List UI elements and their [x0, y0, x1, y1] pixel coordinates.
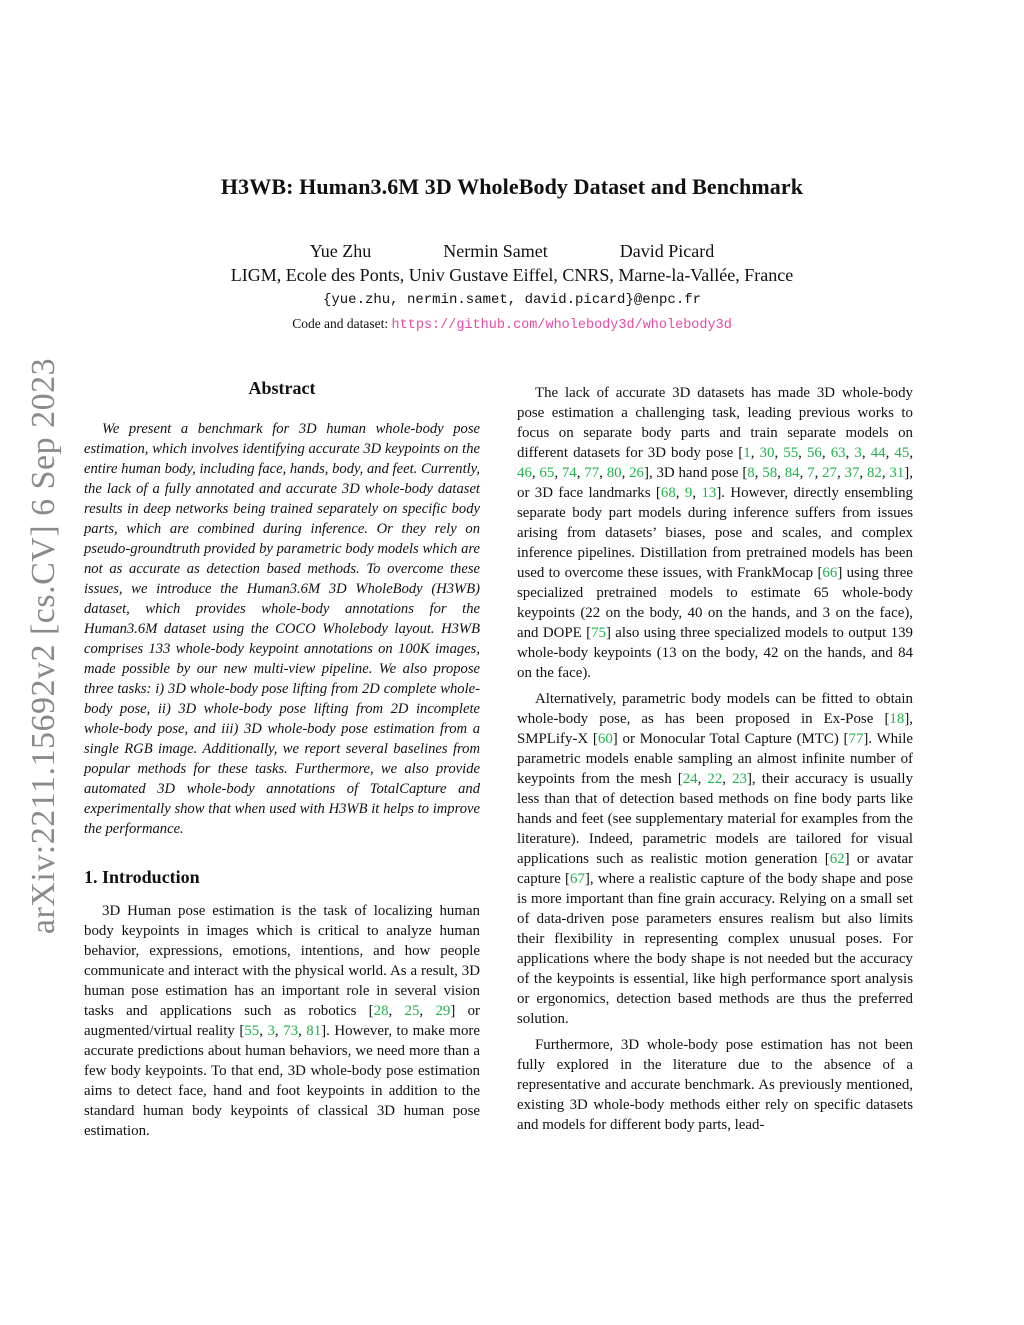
left-body	[84, 901, 480, 1141]
citation-link[interactable]: 7	[807, 465, 815, 481]
citation-link[interactable]: 22	[707, 771, 723, 787]
author-list	[0, 241, 1024, 262]
abstract-heading: Abstract	[248, 378, 316, 398]
citation-link[interactable]: 56	[806, 445, 822, 461]
introduction-heading: 1. Introduction	[84, 867, 200, 887]
citation-link[interactable]: 55	[783, 445, 799, 461]
citation-link[interactable]: 44	[870, 445, 886, 461]
citation-link[interactable]: 55	[244, 1023, 260, 1039]
citation-link[interactable]: 58	[762, 465, 778, 481]
citation-link[interactable]: 29	[435, 1003, 451, 1019]
citation-link[interactable]: 67	[570, 871, 585, 887]
citation-link[interactable]: 9	[684, 485, 693, 501]
citation-link[interactable]: 28	[373, 1003, 389, 1019]
citation-link[interactable]: 77	[584, 465, 600, 481]
citation-link[interactable]: 60	[597, 731, 613, 747]
citation-link[interactable]: 25	[404, 1003, 420, 1019]
citation-link[interactable]: 3	[854, 445, 862, 461]
citation-link[interactable]: 23	[732, 771, 747, 787]
citation-link[interactable]: 84	[784, 465, 800, 481]
author-name: David Picard	[619, 241, 715, 261]
citation-link[interactable]: 65	[539, 465, 555, 481]
body-paragraph: 3D Human pose estimation is the task of localizing human body keypoints in images which is critical to analyze human behavior, expressions, emotions, intentions, and how people communicate and interact with the physical world. As a result, 3D human pose estimation has an important role in several vision tasks and applications such as robotics [28, 25, 29] or augmented/virtual reality [55, 3, 73, 81]. However, to make more accurate predictions about human behaviors, we need more than a few body keypoints. To that end, 3D whole-body pose estimation aims to detect face, hand and foot keypoints in addition to the standard human body keypoints of classical 3D human pose estimation.	[84, 903, 480, 1139]
citation-link[interactable]: 31	[889, 465, 905, 481]
right-column	[517, 383, 913, 1135]
author-name: Yue Zhu	[309, 241, 372, 261]
citation-link[interactable]: 81	[306, 1023, 322, 1039]
citation-link[interactable]: 1	[743, 445, 751, 461]
left-column	[84, 378, 480, 1141]
body-paragraph: Alternatively, parametric body models can be fitted to obtain whole-body pose, as has been proposed in Ex-Pose [18], SMPLify-X [60] or Monocular Total Capture (MTC) [77]. While parametric models enable sampling an almost infinite number of keypoints from the mesh [24, 22, 23], their accuracy is usually less than that of detection based methods on fine body parts like hands and feet (see supplementary material for examples from the literature). Indeed, parametric models are tailored for visual applications such as realistic motion generation [62] or avatar capture [67], where a realistic capture of the body shape and pose is more important than fine grain accuracy. Relying on a small set of data-driven pose parameters ensures realism but also limits their flexibility in representing complex unusual poses. For applications where the body shape is not needed but the accuracy of the keypoints is essential, like high performance sport analysis or ergonomics, detection based methods are thus the preferred solution.	[517, 691, 914, 1027]
citation-link[interactable]: 24	[682, 771, 698, 787]
citation-link[interactable]: 77	[848, 731, 864, 747]
citation-link[interactable]: 62	[829, 851, 845, 867]
citation-link[interactable]: 82	[866, 465, 882, 481]
citation-link[interactable]: 45	[894, 445, 910, 461]
citation-link[interactable]: 37	[844, 465, 860, 481]
citation-link[interactable]: 3	[267, 1023, 275, 1039]
citation-link[interactable]: 68	[660, 485, 676, 501]
citation-link[interactable]: 27	[822, 465, 837, 481]
abstract-text: We present a benchmark for 3D human whole-body pose estimation, which involves identifying accurate 3D keypoints on the entire human body, including face, hands, body, and feet. Currently, the lack of a fully annotated and accurate 3D whole-body dataset results in deep networks being trained separately on specific body parts, which are combined during inference. Or they rely on pseudo-groundtruth provided by parametric body models which are not as accurate as detection based methods. To overcome these issues, we introduce the Human3.6M 3D WholeBody (H3WB) dataset, which provides whole-body annotations for the Human3.6M dataset using the COCO Wholebody layout. H3WB comprises 133 whole-body keypoint annotations on 100K images, made possible by our new multi-view pipeline. We also propose three tasks: i) 3D whole-body pose lifting from 2D complete whole-body pose, ii) 3D whole-body pose lifting from 2D incomplete whole-body pose, and iii) 3D whole-body pose estimation from a single RGB image. Additionally, we report several baselines from popular methods for these tasks. Furthermore, we also provide automated 3D whole-body annotations of TotalCapture and experimentally show that when used with H3WB it helps to improve the performance.	[84, 421, 480, 837]
citation-link[interactable]: 13	[701, 485, 717, 501]
citation-link[interactable]: 75	[591, 625, 606, 641]
citation-link[interactable]: 30	[759, 445, 775, 461]
affiliation: LIGM, Ecole des Ponts, Univ Gustave Eiffel, CNRS, Marne-la-Vallée, France	[230, 265, 794, 285]
author-emails: {yue.zhu, nermin.samet, david.picard}@enpc.fr	[322, 292, 702, 308]
citation-link[interactable]: 66	[822, 565, 838, 581]
citation-link[interactable]: 46	[517, 465, 532, 481]
citation-link[interactable]: 73	[283, 1023, 299, 1039]
citation-link[interactable]: 80	[606, 465, 622, 481]
author-name: Nermin Samet	[443, 241, 548, 261]
citation-link[interactable]: 8	[747, 465, 755, 481]
code-url-link[interactable]: https://github.com/wholebody3d/wholebody3d	[391, 318, 732, 333]
arxiv-identifier: arXiv:2211.15692v2 [cs.CV] 6 Sep 2023	[25, 357, 62, 935]
code-label: Code and dataset:	[292, 316, 392, 331]
citation-link[interactable]: 63	[830, 445, 846, 461]
citation-link[interactable]: 26	[629, 465, 644, 481]
code-link-line	[0, 316, 1024, 333]
citation-link[interactable]: 74	[561, 465, 577, 481]
body-paragraph: Furthermore, 3D whole-body pose estimation has not been fully explored in the literature due to the absence of a representative and accurate benchmark. As previously mentioned, existing 3D whole-body methods either rely on specific datasets and models for different body parts, lead-	[517, 1037, 913, 1133]
right-body	[517, 383, 913, 1135]
body-paragraph: The lack of accurate 3D datasets has made 3D whole-body pose estimation a challenging task, leading previous works to focus on separate body parts and train separate models on different datasets for 3D body pose [1, 30, 55, 56, 63, 3, 44, 45, 46, 65, 74, 77, 80, 26], 3D hand pose [8, 58, 84, 7, 27, 37, 82, 31], or 3D face landmarks [68, 9, 13]. However, directly ensembling separate body part models during inference suffers from issues arising from datasets’ biases, pose and scales, and complex inference pipelines. Distillation from pretrained models has been used to overcome these issues, with FrankMocap [66] using three specialized pretrained models to estimate 65 whole-body keypoints (22 on the body, 40 on the hands, and 3 on the face), and DOPE [75] also using three specialized models to output 139 whole-body keypoints (13 on the body, 42 on the hands, and 84 on the face).	[517, 385, 914, 681]
citation-link[interactable]: 18	[889, 711, 905, 727]
paper-title: H3WB: Human3.6M 3D WholeBody Dataset and Benchmark	[220, 174, 804, 199]
